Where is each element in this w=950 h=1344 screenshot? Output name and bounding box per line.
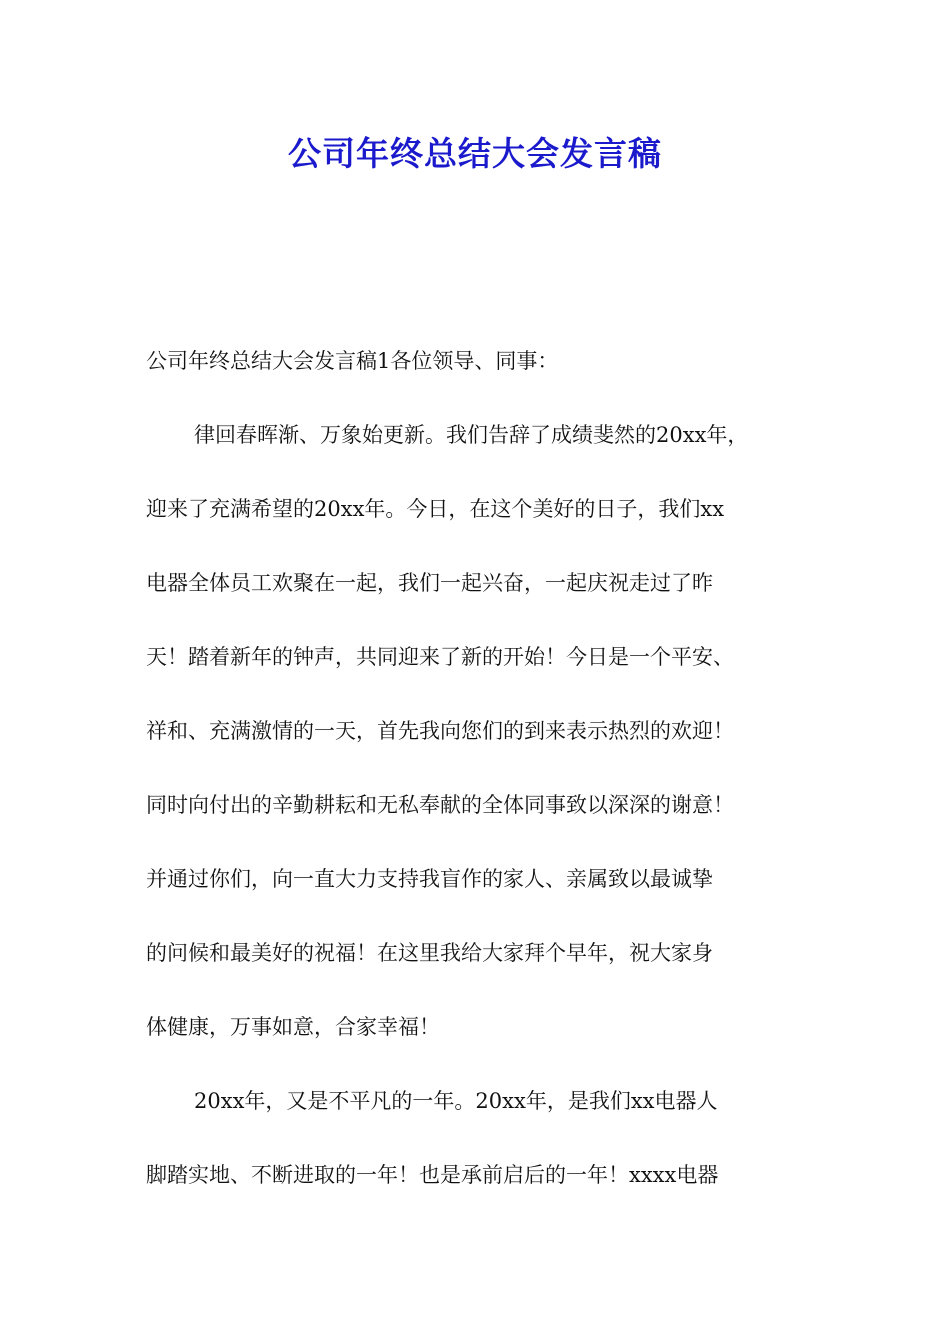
body-line: 公司年终总结大会发言稿1各位领导、同事： (146, 349, 559, 373)
body-line: 天！踏着新年的钟声，共同迎来了新的开始！今日是一个平安、 (146, 645, 734, 669)
body-line: 体健康，万事如意，合家幸福！ (146, 1015, 440, 1039)
body-line: 迎来了充满希望的20xx年。今日，在这个美好的日子，我们xx (146, 497, 725, 521)
body-line: 20xx年，又是不平凡的一年。20xx年，是我们xx电器人 (194, 1089, 718, 1113)
body-line: 电器全体员工欢聚在一起，我们一起兴奋，一起庆祝走过了昨 (146, 571, 713, 595)
body-line: 律回春晖渐、万象始更新。我们告辞了成绩斐然的20xx年， (194, 423, 749, 447)
body-line: 同时向付出的辛勤耕耘和无私奉献的全体同事致以深深的谢意！ (146, 793, 734, 817)
body-line: 脚踏实地、不断进取的一年！也是承前启后的一年！xxxx电器 (146, 1163, 719, 1187)
body-line: 并通过你们，向一直大力支持我盲作的家人、亲属致以最诚挚 (146, 867, 713, 891)
body-line: 祥和、充满激情的一天，首先我向您们的到来表示热烈的欢迎！ (146, 719, 734, 743)
document-title: 公司年终总结大会发言稿 (288, 134, 662, 173)
document-body (146, 339, 836, 1227)
body-line: 的问候和最美好的祝福！在这里我给大家拜个早年，祝大家身 (146, 941, 713, 965)
